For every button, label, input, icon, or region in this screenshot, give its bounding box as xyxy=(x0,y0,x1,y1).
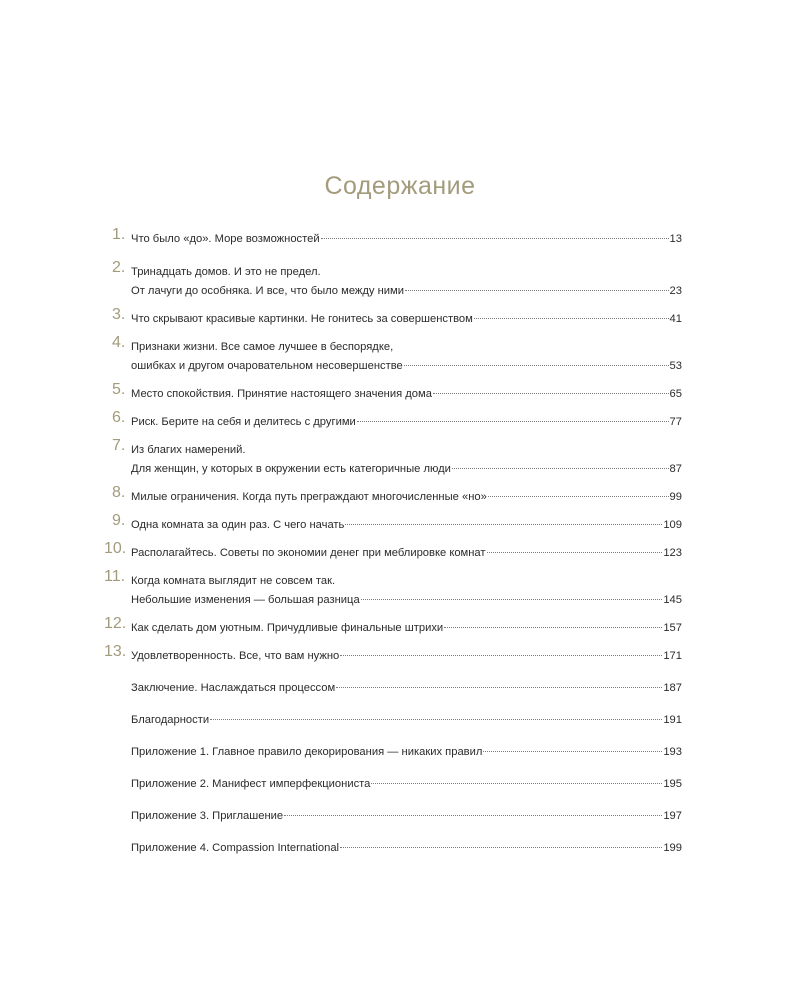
toc-entry[interactable] xyxy=(104,568,682,610)
toc-entry[interactable] xyxy=(112,437,682,479)
page-number: 77 xyxy=(669,416,682,428)
toc-entry[interactable] xyxy=(112,512,682,535)
chapter-number: 2. xyxy=(112,259,126,276)
chapter-number: 3. xyxy=(112,306,126,323)
page-number: 123 xyxy=(663,547,682,559)
toc-entry[interactable] xyxy=(112,409,682,432)
chapter-number: 12. xyxy=(104,615,127,632)
toc-entry-title-line: Признаки жизни. Все самое лучшее в беспорядке, xyxy=(131,341,394,353)
toc-entry[interactable] xyxy=(112,381,682,404)
toc-entry-title: Благодарности xyxy=(131,714,210,726)
dot-leader xyxy=(345,523,662,525)
table-of-contents xyxy=(104,226,682,858)
chapter-number: 1. xyxy=(112,226,126,243)
toc-entry[interactable] xyxy=(112,775,682,794)
page-number: 157 xyxy=(663,622,682,634)
toc-entry-title: Что скрывают красивые картинки. Не гонитесь за совершенством xyxy=(131,313,473,325)
dot-leader xyxy=(487,551,663,553)
page-number: 193 xyxy=(663,746,682,758)
toc-entry[interactable] xyxy=(112,259,682,301)
page-title: Содержание xyxy=(324,172,476,200)
dot-leader xyxy=(361,598,663,600)
dot-leader xyxy=(357,420,669,422)
dot-leader xyxy=(433,392,669,394)
toc-entry[interactable] xyxy=(112,807,682,826)
toc-entry[interactable] xyxy=(104,615,682,638)
page-number: 171 xyxy=(663,650,682,662)
chapter-number: 13. xyxy=(104,643,127,660)
toc-entry-title: Приложение 4. Compassion International xyxy=(131,842,340,854)
toc-entry-title: Удовлетворенность. Все, что вам нужно xyxy=(131,650,340,662)
toc-entry-title: От лачуги до особняка. И все, что было между ними xyxy=(131,285,405,297)
toc-entry[interactable] xyxy=(112,306,682,329)
dot-leader xyxy=(336,686,662,688)
page-number: 41 xyxy=(669,313,682,325)
chapter-number: 7. xyxy=(112,437,126,454)
chapter-number: 5. xyxy=(112,381,126,398)
toc-entry[interactable] xyxy=(112,484,682,507)
toc-entry[interactable] xyxy=(112,839,682,858)
page-number: 109 xyxy=(663,519,682,531)
toc-entry-title: Для женщин, у которых в окружении есть категоричные люди xyxy=(131,463,451,475)
page-number: 195 xyxy=(663,778,682,790)
toc-entry[interactable] xyxy=(112,226,682,249)
chapter-number: 10. xyxy=(104,540,127,557)
toc-entry-title-line: Когда комната выглядит не совсем так. xyxy=(131,575,336,587)
page-number: 197 xyxy=(663,810,682,822)
dot-leader xyxy=(488,495,669,497)
dot-leader xyxy=(404,364,669,366)
page-number: 99 xyxy=(669,491,682,503)
dot-leader xyxy=(321,237,669,239)
chapter-number: 8. xyxy=(112,484,126,501)
toc-entry[interactable] xyxy=(104,643,682,666)
chapter-number: 9. xyxy=(112,512,126,529)
toc-entry[interactable] xyxy=(104,540,682,563)
toc-entry-title: Риск. Берите на себя и делитесь с другими xyxy=(131,416,356,428)
page-number: 187 xyxy=(663,682,682,694)
chapter-number: 6. xyxy=(112,409,126,426)
chapter-number: 11. xyxy=(104,568,126,585)
toc-entry[interactable] xyxy=(112,711,682,730)
toc-entry-title: Милые ограничения. Когда путь преграждают многочисленные «но» xyxy=(131,491,487,503)
toc-entry-title: Одна комната за один раз. С чего начать xyxy=(131,519,345,531)
chapter-number: 4. xyxy=(112,334,126,351)
dot-leader xyxy=(483,750,662,752)
toc-entry-title: ошибках и другом очаровательном несовершенстве xyxy=(131,360,403,372)
dot-leader xyxy=(474,317,669,319)
page-number: 191 xyxy=(663,714,682,726)
toc-entry-title: Приложение 2. Манифест имперфекциониста xyxy=(131,778,371,790)
toc-entry-title-line: Тринадцать домов. И это не предел. xyxy=(131,266,321,278)
toc-entry[interactable] xyxy=(112,743,682,762)
toc-entry-title: Что было «до». Море возможностей xyxy=(131,233,320,245)
page-number: 53 xyxy=(669,360,682,372)
dot-leader xyxy=(210,718,662,720)
dot-leader xyxy=(405,289,669,291)
toc-entry-title-line: Из благих намерений. xyxy=(131,444,246,456)
dot-leader xyxy=(340,654,662,656)
toc-entry[interactable] xyxy=(112,334,682,376)
dot-leader xyxy=(444,626,662,628)
page-number: 13 xyxy=(669,233,682,245)
toc-entry[interactable] xyxy=(112,679,682,698)
dot-leader xyxy=(371,782,662,784)
toc-entry-title: Как сделать дом уютным. Причудливые финальные штрихи xyxy=(131,622,444,634)
dot-leader xyxy=(284,814,662,816)
dot-leader xyxy=(340,846,662,848)
page-number: 87 xyxy=(669,463,682,475)
toc-entry-title: Приложение 3. Приглашение xyxy=(131,810,284,822)
page-number: 199 xyxy=(663,842,682,854)
page-number: 145 xyxy=(663,594,682,606)
dot-leader xyxy=(452,467,669,469)
toc-entry-title: Заключение. Наслаждаться процессом xyxy=(131,682,336,694)
page-number: 65 xyxy=(669,388,682,400)
toc-entry-title: Приложение 1. Главное правило декорирования — никаких правил xyxy=(131,746,483,758)
toc-entry-title: Место спокойствия. Принятие настоящего значения дома xyxy=(131,388,432,400)
page-number: 23 xyxy=(669,285,682,297)
toc-entry-title: Располагайтесь. Советы по экономии денег при меблировке комнат xyxy=(131,547,486,559)
toc-entry-title: Небольшие изменения — большая разница xyxy=(131,594,360,606)
